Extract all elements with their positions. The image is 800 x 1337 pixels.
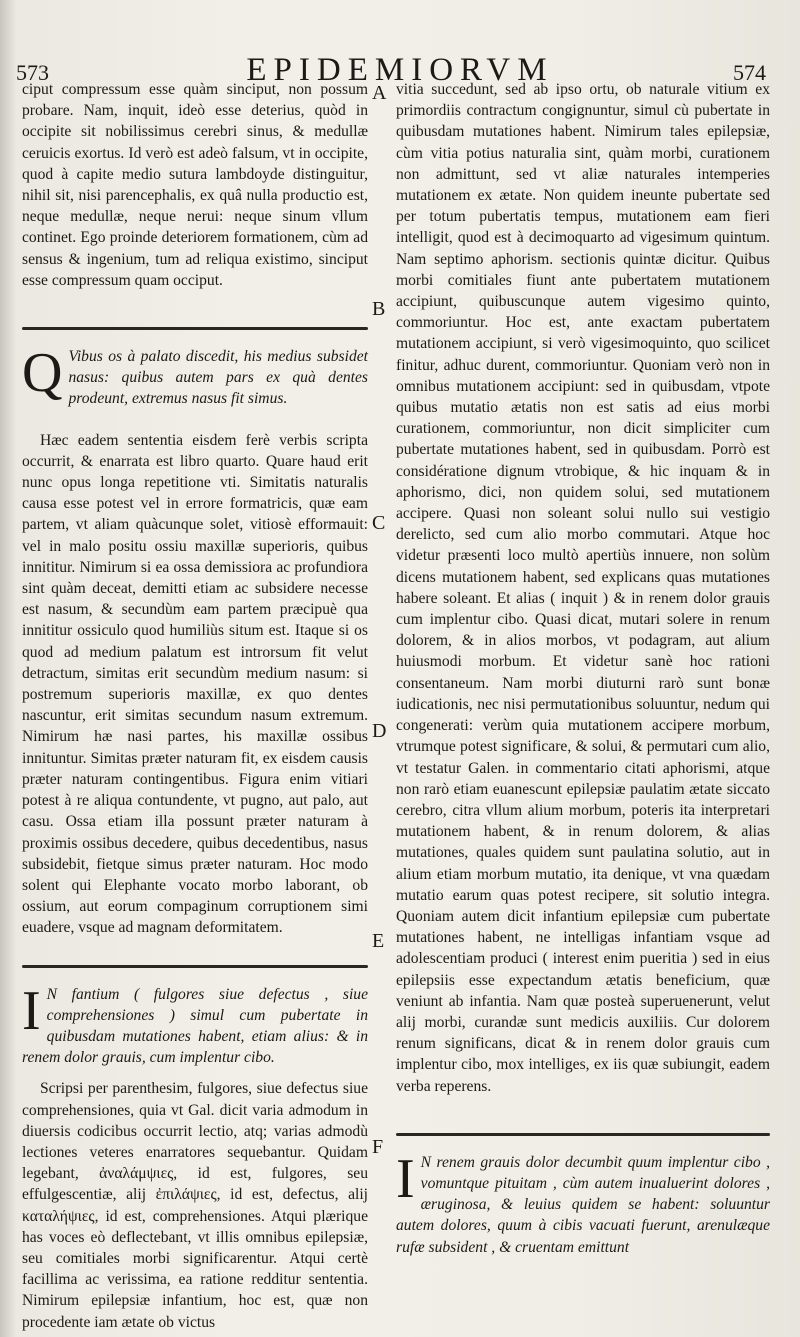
aphorism-heading-2: [22, 979, 368, 1069]
section-divider: [22, 327, 368, 330]
left-paragraph-1: ciput compressum esse quàm sinciput, non possum probare. Nam, inquit, ideò esse deterius, quòd in occipite sit nobilissimus cerebri sinus, & medullæ ceruicis exortus. Id verò est adeò falsum, vt in occipite, quod à capite medio sutura lambdoyde distinguitur, nihil sit, nisi parencephalis, ex quâ nulla productio est, neque medullæ, neque nerui: neque sinum vllum continet. Ego proinde deteriorem formationem, cùm ad sensus & ingenium, tum ad reliqua existimo, sinciput esse compressum quam occiput.: [22, 81, 368, 289]
aphorism-text-3: N renem grauis dolor decumbit quum implentur cibo , vomuntque pituitam , cùm autem inualuerint dolores , æruginosa, & leuius quidem se habent: soluuntur autem dolores, quum à cibis vacuati fuerunt, arenulæque rufæ subsident , & cruentam emittunt: [396, 1153, 770, 1256]
left-column: [22, 79, 368, 1333]
left-paragraph-3: Scripsi per parenthesim, fulgores, siue defectus siue comprehensiones, quia vt Gal. dicit varia admodum in diuersis codicibus occurrit lectio, atq; varias admodù lectiones veteres enarratores sequebantur. Quidam legebant, ἀναλάμψιες, id est, fulgores, seu effulgescentiæ, alij ἐπιλάψιες, id est, defectus, alij καταλήψιες, id est, comprehensiones. Atqui plærique has voces eò deflectebant, vt illis omnibus epilepsiæ, seu comitiales morbi significarentur. Atqui certè facillima ac verissima, ea ratione redditur sententia. Nimirum epilepsiæ infantium, hoc est, quæ non procedente iam ætate ob victus: [22, 1080, 368, 1331]
section-divider: [396, 1133, 770, 1136]
margin-letter-a: A: [372, 82, 387, 104]
drop-cap: I: [22, 979, 41, 1042]
aphorism-heading-1: [22, 342, 368, 410]
margin-letter-c: C: [372, 512, 386, 534]
margin-letter-d: D: [372, 720, 387, 742]
right-paragraph-1: vitia succedunt, sed ab ipso ortu, ob naturale vitium ex primordiis contractum congignuntur, simul cù pubertate in quibusdam mutationes habent. Nimirum tales epilepsiæ, cùm vitia potius naturalia sint, quàm morbi, curationem non admittunt, sed vt aliæ naturales intemperies mutationem ex ætate. Non quidem ineunte pubertate sed per totum pubertatis tempus, mutationem eam fieri intelligit, quod est à decimoquarto ad vigesimum quintum. Nam septimo aphorism. sectionis quintæ dicitur. Quibus morbi comitiales fiunt ante pubertatem mutationem accipiunt, quibuscunque autem vigesimo quinto, commoriuntur. Hoc est, ante exactam pubertatem mutationem accipiunt, si verò vigesimoquinto, quo scilicet finitur, adhuc durent, commoriuntur. Quoniam verò non in omnibus mutationem accipiunt: sed in quibusdam, vtpote quibus mutatio ætatis non est satis ad eius morbi curationem, commoriuntur, non dicit simpliciter cum pubertate mutationes habent, sed in quibusdam. Porrò est considératione dignum vtrobique, & hic inquam & in aphorismo, dici, non quidem solui, sed mutationem accipere. Quasi non soleant solui nullo sui vestigio derelicto, sed cum alio morbo commutari. Atque hoc videtur præsenti loco multò apertiùs innuere, non solùm dicens mutationem habent, sed explicans quas mutationes habere soleant. Et alias ( inquit ) & in renem dolor grauis cum implentur cibo. Quasi dicat, mutari solere in renum dolorem, & in alios morbos, vt podagram, aut alium huiusmodi morbum. Et videtur sanè hoc rationi consentaneum. Nam morbi diuturni rarò sunt bonæ iudicationis, nec nisi permutationibus soluuntur, nedum qui congenerati: verùm quia mutationem accipere morbum, vtrumque potest significare, & solui, & permutari cum alio, vt testatur Galen. in commentario citati aphorismi, atque non rarò etiam euanescunt epilepsiæ paulatim ætate siccato cerebro, citra vllum alium morbum, poteris ita interpretari mutationem habent, & in renum dolorem, & alias mutationes, quales quidem sunt paulatina solutio, aut in alium etiam morbum mutatio, ita denique, vt vna quædam mutatio earum quas potest recipere, sit solutio integra. Quoniam autem dicit infantium epilepsiæ cum pubertate mutationes habent, ne intelligas infantiam vsque ad adolescentiam produci ( interest enim pueritia ) sed in eius epilepsiis esse expectandum ætatis beneficium, quæ veniunt ab infantia. Nam quæ posteà superuenerunt, velut alij morbi, curandæ sunt medicis auxiliis. Cur dolorem renum significans, dicat & in renem dolor grauis cum implentur cibo, mox intelliges, ex iis quæ subiungit, eadem verba reperens.: [396, 81, 770, 1095]
right-column: [396, 79, 770, 1258]
section-divider: [22, 965, 368, 968]
running-title: EPIDEMIORVM: [246, 52, 554, 88]
aphorism-text-2: N fantium ( fulgores siue defectus , siue comprehensiones ) simul cum pubertate in quibusdam mutationes habent, etiam alius: & in renem dolor grauis, cum implentur cibo.: [22, 985, 368, 1067]
aphorism-text-1: Vibus os à palato discedit, his medius subsidet nasus: quibus autem pars ex quà dentes prodeunt, extremus nasus fit simus.: [68, 348, 368, 408]
margin-letter-f: F: [372, 1136, 384, 1158]
page-spine-shadow: [0, 0, 16, 1337]
page-number-right: 574: [733, 60, 766, 85]
margin-letter-b: B: [372, 298, 386, 320]
drop-cap: I: [396, 1147, 415, 1210]
page-number-left: 573: [16, 60, 49, 85]
aphorism-heading-3: [396, 1147, 770, 1258]
margin-letter-e: E: [372, 930, 385, 952]
left-paragraph-2: Hæc eadem sententia eisdem ferè verbis scripta occurrit, & enarrata est libro quarto. Quare haud erit nunc opus longa repetitione vti. Simitatis naturalis causa esse potest vel in errore formatricis, quæ eam partem, vt aliam quàcunque solet, vitiosè efformauit: vel in malo positu ossiu maxillæ superioris, quibus innititur. Nimirum si ea ossa demissiora ac profundiora sint quàm deceat, demitti etiam ac subsidere necesse est nasum, & secundùm eam partem præcipuè qua innititur ossiculo quod humiliùs situm est. Itaque si os quod ad medium palatum est introrsum fit velut detractum, simitas erit secundùm medium nasum: si postremum superioris maxillæ, ex quo dentes nascuntur, erit simitas secundum nasum extremum. Nimirum hæ nasi partes, his maxillæ ossibus innituntur. Simitas præter naturam fit, ex eisdem causis præter naturam contingentibus. Figura enim vitiari potest à re aliqua contundente, vt pugno, aut palo, aut casu. Ossa etiam illa possunt præter naturam à proximis ossibus decedere, quibus decedentibus, nasus subsidebit, fietque simus præter naturam. Hoc modo solent qui Elephante vocato morbo laborant, ob ossium, aut eorum compaginum corruptionem simi euadere, vsque ad magnam deformitatem.: [22, 431, 368, 937]
drop-cap: Q: [22, 342, 63, 405]
